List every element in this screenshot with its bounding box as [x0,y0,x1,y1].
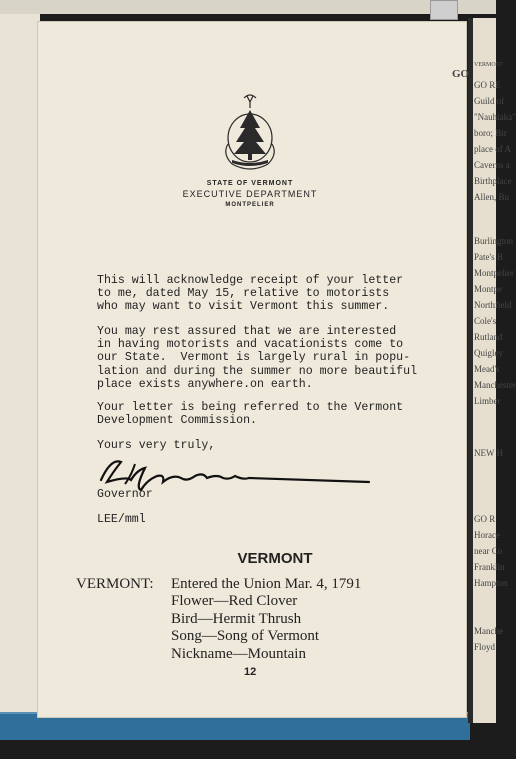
facing-line: place of A [474,144,511,154]
letter-closing: Yours very truly, [97,439,216,452]
vermont-seal-icon [218,92,282,174]
fact-item: Nickname—Mountain [171,645,306,662]
facing-line: GO RE [474,80,501,90]
book-spine [468,18,473,723]
facing-line: boro; Bir [474,128,507,138]
fact-item: Bird—Hermit Thrush [171,610,302,627]
facing-line: Northfield [474,300,512,310]
letter-paragraph-1: This will acknowledge receipt of your letter to me, dated May 15, relative to motorists who may want to visit Vermont this summer. [97,274,404,314]
letter-initials: LEE/mml [97,513,146,526]
facing-page-header: GO [452,68,470,80]
facing-line: "Nauhlaka" [474,112,516,122]
letterhead-state: STATE OF VERMONT [206,180,294,187]
letter-paragraph-3: Your letter is being referred to the Vermont Development Commission. [97,401,404,428]
facing-line: Guild of [474,96,505,106]
letterhead-city: MONTPELIER [225,202,275,208]
letterhead [150,180,350,208]
left-page-margin [0,14,40,714]
facing-line: Burlington [474,236,514,246]
facing-line: VERMONT [474,62,504,68]
facing-line: Montpe [474,284,502,294]
facing-line: Rutland [474,332,503,342]
facing-line: Limber [474,396,501,406]
book-cover-edge [0,0,496,14]
facing-line: Quigley [474,348,503,358]
facing-line: Allen, Bu [474,192,509,202]
facing-line: Montpelier [474,268,514,278]
page-number: 12 [244,666,257,678]
letter-signer-title: Governor [97,488,153,501]
facing-line: Floyd [474,642,496,652]
facing-line: Manche [474,626,503,636]
fact-item: Song—Song of Vermont [171,628,320,645]
letterhead-department: EXECUTIVE DEPARTMENT [182,189,318,199]
fact-item: Flower—Red Clover [171,593,298,610]
letter-paragraph-2: You may rest assured that we are interested in having motorists and vacationists come to our State. Vermont is largely rural in popu- lation and during the summer no more beautiful place exists anywhere.on earth. [97,325,418,391]
facing-line: Horace [474,530,500,540]
facing-line: Birthplace [474,176,512,186]
facing-page [452,18,516,723]
facts-label: VERMONT: [76,576,154,592]
facing-line: Cole's [474,316,497,326]
page-clip [430,0,458,20]
facing-line: GO R [474,514,496,524]
facing-line: Pate's B [474,252,503,262]
facing-line: Manchester [474,380,516,390]
facing-line: near Co [474,546,503,556]
facts-list [171,576,361,663]
facing-line: Franklin [474,562,505,572]
facing-line: Hampton [474,578,508,588]
section-title: VERMONT [237,550,313,567]
facing-line: Mead's [474,364,500,374]
facing-line: Caverns a [474,160,510,170]
fact-item: Entered the Union Mar. 4, 1791 [171,576,362,592]
facing-line: NEW H [474,448,504,458]
